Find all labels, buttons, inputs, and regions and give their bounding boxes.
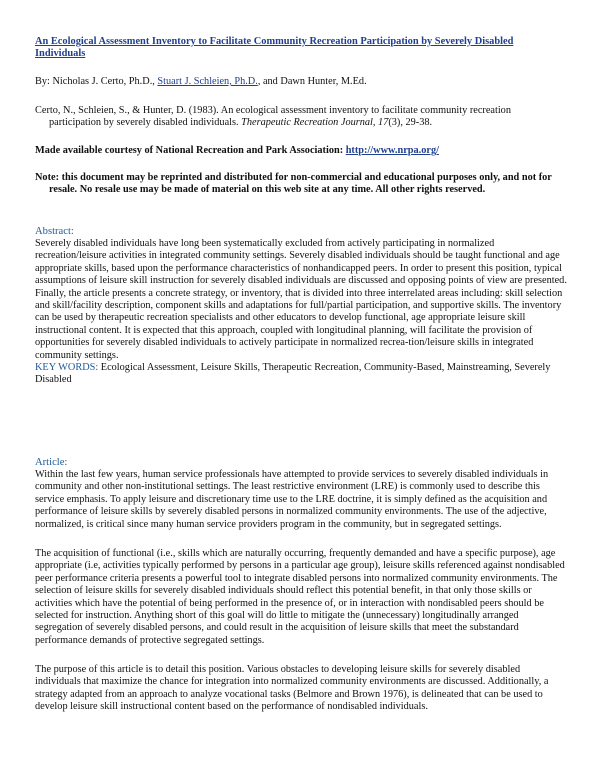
author-link-schleien[interactable]: Stuart J. Schleien, Ph.D. [157,76,258,87]
article-paragraph: The acquisition of functional (i.e., skills which are naturally occurring, frequently demanded and have a specific purpose), age appropriate (i.e, activities typically performed by persons in a particular age group), leisure skills referenced against nondisabled peer performance criteria presents a powerful tool to integrate disabled persons into normalized community environments. The selection of leisure skills for severely disabled individuals should reflect this potential benefit, in that only those skills or activities which have the potential of being performed in the presence of, or in interaction with nondisabled peers should be selected for instruction. Anything short of this goal will do little to mitigate the (unnecessary) longitudinally arranged segregation of severely disabled persons, and could result in the acquisition of leisure skills that meet the substandard performance demands of protective segregated settings. [35,548,565,646]
document-title[interactable]: An Ecological Assessment Inventory to Facilitate Community Recreation Participation by Severely Disabled Individuals [35,36,514,60]
abstract-heading: Abstract: [35,226,74,237]
nrpa-link[interactable]: http://www.nrpa.org/ [345,145,439,156]
article-paragraph: Within the last few years, human service professionals have attempted to provide services to severely disabled individuals in community and other non-institutional settings. The least restrictive environment (LRE) is commonly used to describe this service emphasis. To apply leisure and discretionary time use to the LRE doctrine, it is simply defined as the acquisition and performance of leisure skills by severely disabled persons in normalized community environments. The use of the adjective, normalized, is critical since many human service providers program in the community, but in segregated settings. [35,469,549,530]
courtesy-line [35,145,565,157]
abstract-text: Severely disabled individuals have long been systematically excluded from actively participating in normalized recreation/leisure activities in integrated community settings. Severely disabled individuals should be taught functional and age appropriate skills, based upon the performance characteristics of nonhandicapped peers. In order to present this position, typical assumptions of leisure skill instruction for severely disabled individuals are discussed and opposing points of view are presented. Finally, the article presents a concrete strategy, or inventory, that is divided into three interrelated areas including: skill selection and skill/facility description, component skills and adaptations for full/partial participation, and supportive skills. The inventory can be used by therapeutic recreation specialists and other educators to develop functional, age appropriate leisure skill instructional content. It is expected that this approach, coupled with longitudinal planning, will facilitate the provision of opportunities for severely disabled individuals to actively participate in normalized recrea-tion/leisure skills in integrated community settings. [35,238,567,361]
authors-prefix: By: Nicholas J. Certo, Ph.D., [35,76,158,87]
keywords-line [35,362,567,387]
article-paragraph: The purpose of this article is to detail this position. Various obstacles to developing leisure skills for severely disabled individuals that maximize the chance for integration into normalized community environments are discussed. Additionally, a strategy adapted from an approach to analyze vocational tasks (Belmore and Brown 1976), is delineated that can be used to develop leisure skill instructional content based on the performance of nondisabled individuals. [35,664,549,713]
citation [35,105,565,130]
authors-suffix: , and Dawn Hunter, M.Ed. [257,76,367,87]
article-heading: Article: [35,457,68,468]
abstract-section [35,238,567,387]
keywords-text: Ecological Assessment, Leisure Skills, Therapeutic Recreation, Community-Based, Mainstreaming, Severely Disabled [35,362,551,386]
citation-journal: Therapeutic Recreation Journal, 17 [241,117,389,129]
courtesy-text: Made available courtesy of National Recreation and Park Association: [35,145,346,156]
rights-note: Note: this document may be reprinted and distributed for non-commercial and educational purposes only, and not for resale. No resale use may be made of material on this web site at any time. All other rights reserved. [35,172,552,196]
citation-text: Certo, N., Schleien, S., & Hunter, D. (1983). An ecological assessment inventory to facilitate community recreation participation by severely disabled individuals. [35,105,511,129]
citation-issue-pages: (3), 29-38. [388,117,433,129]
authors-line [35,76,565,88]
keywords-label: KEY WORDS: [35,362,99,374]
